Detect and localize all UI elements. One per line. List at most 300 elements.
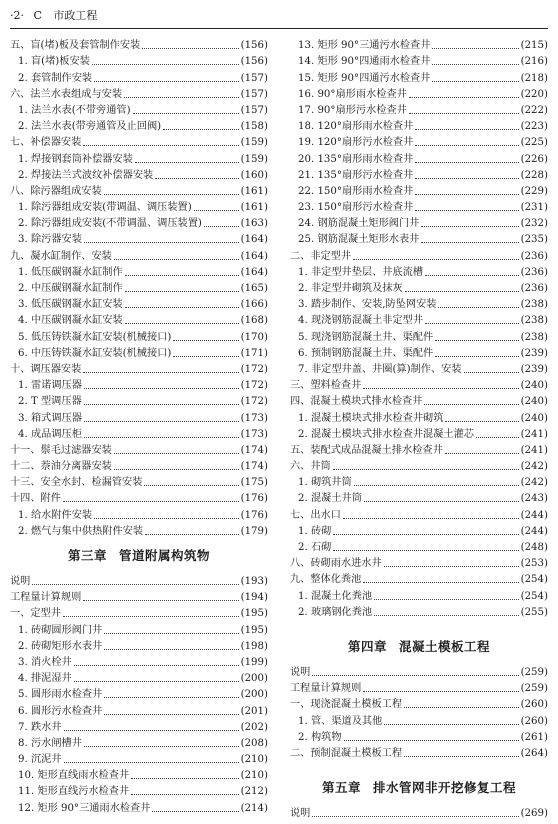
dot-leader — [104, 194, 239, 195]
toc-entry[interactable] — [290, 246, 548, 262]
toc-subentry[interactable] — [290, 408, 548, 424]
chapter-title: 管道附属构筑物 — [119, 547, 211, 563]
toc-entry-title: 2. 砖砌矩形水表井 — [18, 640, 103, 652]
toc-page-number: (156) — [240, 40, 268, 52]
toc-entry[interactable] — [10, 182, 268, 198]
dot-leader — [445, 421, 518, 422]
toc-page-number: (156) — [240, 56, 268, 68]
toc-subentry[interactable] — [290, 586, 548, 602]
section-spacer — [290, 619, 548, 629]
toc-subentry[interactable] — [290, 360, 548, 376]
toc-subentry[interactable] — [10, 68, 268, 84]
toc-entry-title: 14. 矩形 90°四通雨水检查井 — [298, 56, 431, 68]
toc-entry[interactable] — [290, 679, 548, 695]
toc-page-number: (164) — [240, 266, 268, 278]
dot-leader — [415, 145, 518, 146]
toc-page-number: (161) — [240, 185, 268, 197]
toc-page-number: (174) — [240, 444, 268, 456]
dot-leader — [144, 485, 238, 486]
toc-page-number: (238) — [520, 315, 548, 327]
toc-page-number: (255) — [520, 606, 548, 618]
toc-subentry[interactable] — [290, 68, 548, 84]
toc-subentry[interactable] — [290, 295, 548, 311]
toc-subentry[interactable] — [10, 101, 268, 117]
toc-page-number: (218) — [520, 72, 548, 84]
toc-entry[interactable] — [290, 744, 548, 760]
dot-leader — [363, 388, 518, 389]
toc-page-number: (159) — [240, 153, 268, 165]
toc-page-number: (174) — [240, 461, 268, 473]
header-book-title: 市政工程 — [53, 9, 98, 22]
toc-subentry[interactable] — [10, 117, 268, 133]
toc-page-number: (176) — [240, 509, 268, 521]
toc-entry-title: 3. 低压碳钢凝水缸安装 — [18, 299, 123, 311]
dot-leader — [173, 356, 238, 357]
toc-subentry[interactable] — [10, 782, 268, 798]
toc-entry-title: 1. 焊接钢套筒补偿器安装 — [18, 153, 133, 165]
dot-leader — [114, 259, 239, 260]
dot-leader — [152, 811, 238, 812]
toc-subentry[interactable] — [10, 230, 268, 246]
toc-page-number: (238) — [520, 331, 548, 343]
toc-entry[interactable] — [290, 663, 548, 679]
toc-page-number: (199) — [240, 656, 268, 668]
toc-entry[interactable] — [290, 376, 548, 392]
toc-entry-title: 工程量计算规则 — [10, 592, 82, 604]
dot-leader — [333, 469, 519, 470]
toc-page-number: (208) — [240, 737, 268, 749]
toc-page-number: (173) — [240, 428, 268, 440]
toc-entry[interactable] — [10, 604, 268, 620]
toc-subentry[interactable] — [290, 603, 548, 619]
toc-entry-title: 十一、鬃毛过滤器安装 — [10, 444, 112, 456]
toc-entry-title: 12. 矩形 90°三通雨水检查井 — [18, 802, 151, 814]
header-section-letter: C — [33, 9, 42, 22]
toc-entry-title: 24. 钢筋混凝土矩形阀门井 — [298, 218, 420, 230]
dot-leader — [425, 275, 519, 276]
dot-leader — [84, 242, 239, 243]
dot-leader — [312, 816, 518, 817]
toc-subentry[interactable] — [10, 425, 268, 441]
toc-entry[interactable] — [10, 588, 268, 604]
toc-subentry[interactable] — [10, 408, 268, 424]
dot-leader — [464, 372, 519, 373]
toc-entry-title: 1. 法兰水表(不带旁通管) — [18, 104, 131, 116]
dot-leader — [194, 210, 239, 211]
dot-leader — [155, 178, 238, 179]
dot-leader — [83, 372, 238, 373]
toc-subentry[interactable] — [290, 711, 548, 727]
toc-entry-title: 十、调压器安装 — [10, 363, 82, 375]
toc-entry-title: 22. 150°扇形雨水检查井 — [298, 185, 414, 197]
toc-entry-title: 四、混凝土模块式排水检查井 — [290, 396, 423, 408]
toc-subentry[interactable] — [10, 766, 268, 782]
dot-leader — [415, 210, 518, 211]
toc-subentry[interactable] — [10, 637, 268, 653]
toc-page-number: (165) — [240, 283, 268, 294]
toc-subentry[interactable] — [290, 728, 548, 744]
dot-leader — [425, 323, 519, 324]
toc-entry-title: 1. 砖砌 — [298, 525, 332, 537]
toc-entry-title: 2. 中压碳钢凝水缸制作 — [18, 283, 123, 294]
toc-entry[interactable] — [10, 360, 268, 376]
toc-subentry[interactable] — [10, 620, 268, 636]
dot-leader — [435, 340, 518, 341]
toc-page-number: (194) — [240, 592, 268, 604]
toc-subentry[interactable] — [290, 149, 548, 165]
toc-page-number: (159) — [240, 137, 268, 149]
dot-leader — [353, 259, 518, 260]
toc-page-number: (235) — [520, 234, 548, 246]
toc-subentry[interactable] — [10, 198, 268, 214]
dot-leader — [415, 178, 518, 179]
toc-subentry[interactable] — [10, 327, 268, 343]
toc-page-number: (238) — [520, 299, 548, 311]
toc-entry-title: 21. 135°扇形污水检查井 — [298, 169, 414, 181]
toc-page-number: (254) — [520, 590, 548, 602]
toc-entry-title: 1. 低压碳钢凝水缸制作 — [18, 266, 123, 278]
toc-page-number: (164) — [240, 234, 268, 246]
toc-entry-title: 六、井筒 — [290, 461, 331, 473]
toc-page-number: (240) — [520, 380, 548, 392]
toc-page-number: (225) — [520, 137, 548, 149]
toc-subentry[interactable] — [10, 718, 268, 734]
toc-subentry[interactable] — [10, 311, 268, 327]
toc-entry-title: 六、法兰水表组成与安装 — [10, 88, 123, 100]
dot-leader — [312, 675, 518, 676]
toc-subentry[interactable] — [290, 327, 548, 343]
toc-page-number: (158) — [240, 121, 268, 133]
dot-leader — [135, 162, 239, 163]
toc-entry-title: 1. 雷诺调压器 — [18, 380, 82, 392]
toc-entry-title: 8. 污水闸槽井 — [18, 737, 82, 749]
toc-entry-title: 2. T 型调压器 — [18, 396, 82, 408]
dot-leader — [445, 453, 519, 454]
chapter-title: 排水管网非开挖修复工程 — [373, 779, 517, 795]
toc-page-number: (236) — [520, 250, 548, 262]
toc-entry-title: 说明 — [290, 808, 311, 820]
toc-subentry[interactable] — [290, 279, 548, 295]
toc-entry-title: 15. 矩形 90°四通污水检查井 — [298, 72, 431, 84]
toc-page-number: (160) — [240, 169, 268, 181]
toc-entry-title: 一、现浇混凝土模板工程 — [290, 699, 403, 711]
toc-subentry[interactable] — [10, 344, 268, 360]
dot-leader — [363, 582, 518, 583]
toc-entry-title: 2. 石砌 — [298, 542, 332, 553]
toc-entry-title: 4. 中压碳钢凝水缸安装 — [18, 315, 123, 327]
dot-leader — [173, 340, 238, 341]
toc-entry[interactable] — [290, 554, 548, 570]
toc-page-number: (259) — [520, 683, 548, 695]
toc-subentry[interactable] — [10, 214, 268, 230]
toc-entry-title: 11. 矩形直线污水检查井 — [18, 786, 130, 798]
toc-page-number: (176) — [240, 493, 268, 505]
toc-subentry[interactable] — [290, 473, 548, 489]
toc-subentry[interactable] — [290, 85, 548, 101]
toc-entry-title: 4. 现浇钢筋混凝土非定型井 — [298, 315, 424, 327]
toc-page-number: (210) — [240, 770, 268, 782]
header-divider — [10, 28, 548, 29]
toc-subentry[interactable] — [290, 538, 548, 554]
toc-page-number: (239) — [520, 363, 548, 375]
toc-entry-title: 3. 消火栓井 — [18, 656, 72, 668]
dot-leader — [74, 681, 239, 682]
toc-subentry[interactable] — [290, 182, 548, 198]
dot-leader — [133, 113, 239, 114]
dot-leader — [125, 275, 239, 276]
toc-page-number: (195) — [240, 624, 268, 636]
toc-subentry[interactable] — [10, 669, 268, 685]
dot-leader — [92, 64, 239, 65]
toc-page-number: (231) — [520, 202, 548, 214]
toc-page-number: (236) — [520, 283, 548, 294]
dot-leader — [438, 307, 518, 308]
toc-entry-title: 五、装配式成品混凝土排水检查井 — [290, 444, 443, 456]
dot-leader — [384, 724, 518, 725]
toc-subentry[interactable] — [290, 311, 548, 327]
toc-subentry[interactable] — [10, 701, 268, 717]
dot-leader — [409, 97, 519, 98]
toc-entry-title: 2. 构筑物 — [298, 731, 342, 743]
dot-leader — [404, 756, 519, 757]
dot-leader — [435, 356, 518, 357]
toc-entry-title: 1. 砌筑井筒 — [298, 477, 352, 489]
toc-entry-title: 6. 圆形污水检查井 — [18, 705, 103, 717]
toc-subentry[interactable] — [10, 263, 268, 279]
dot-leader — [131, 794, 238, 795]
toc-subentry[interactable] — [10, 750, 268, 766]
toc-subentry[interactable] — [10, 376, 268, 392]
toc-subentry[interactable] — [10, 685, 268, 701]
toc-entry-title: 说明 — [10, 576, 31, 587]
toc-subentry[interactable] — [290, 133, 548, 149]
toc-subentry[interactable] — [290, 425, 548, 441]
dot-leader — [415, 162, 518, 163]
chapter-title: 混凝土模板工程 — [399, 638, 491, 654]
toc-subentry[interactable] — [10, 734, 268, 750]
toc-page-number: (164) — [240, 250, 268, 262]
toc-subentry[interactable] — [290, 489, 548, 505]
toc-page-number: (212) — [240, 786, 268, 798]
toc-page-number: (253) — [520, 558, 548, 570]
dot-leader — [344, 740, 519, 741]
toc-page-number: (243) — [520, 493, 548, 505]
toc-page-number: (201) — [240, 705, 268, 717]
toc-entry-title: 1. 混凝土模块式排水检查井砌筑 — [298, 412, 444, 424]
toc-page-number: (161) — [240, 202, 268, 214]
toc-entry-title: 九、凝水缸制作、安装 — [10, 250, 112, 262]
toc-subentry[interactable] — [290, 166, 548, 182]
dot-leader — [64, 762, 239, 763]
toc-page-number: (220) — [520, 88, 548, 100]
toc-subentry[interactable] — [290, 117, 548, 133]
toc-page-number: (261) — [520, 731, 548, 743]
chapter-heading[interactable] — [290, 770, 548, 804]
toc-entry-title: 5. 圆形雨水检查井 — [18, 689, 103, 701]
toc-subentry[interactable] — [290, 214, 548, 230]
toc-entry-title: 十二、萘油分离器安装 — [10, 461, 112, 473]
toc-entry-title: 三、塑料检查井 — [290, 380, 362, 392]
toc-subentry[interactable] — [290, 101, 548, 117]
toc-page-number: (222) — [520, 104, 548, 116]
toc-page-number: (264) — [520, 747, 548, 759]
toc-subentry[interactable] — [10, 295, 268, 311]
toc-page-number: (215) — [520, 40, 548, 52]
page-header — [10, 6, 548, 26]
dot-leader — [432, 64, 518, 65]
toc-subentry[interactable] — [290, 263, 548, 279]
dot-leader — [94, 81, 239, 82]
dot-leader — [476, 437, 519, 438]
toc-page-number: (157) — [240, 88, 268, 100]
toc-page-number: (241) — [520, 444, 548, 456]
toc-entry[interactable] — [10, 441, 268, 457]
toc-subentry[interactable] — [10, 505, 268, 521]
toc-entry[interactable] — [10, 473, 268, 489]
toc-entry[interactable] — [10, 36, 268, 52]
toc-entry-title: 25. 钢筋混凝土矩形水表井 — [298, 234, 420, 246]
toc-entry-title: 13. 矩形 90°三通污水检查井 — [298, 40, 431, 52]
toc-entry-title: 2. 除污器组成安装(不带调温、调压装置) — [18, 218, 202, 230]
dot-leader — [424, 404, 518, 405]
dot-leader — [404, 707, 519, 708]
toc-entry[interactable] — [290, 505, 548, 521]
dot-leader — [405, 291, 519, 292]
toc-entry-title: 二、非定型井 — [290, 250, 352, 262]
toc-entry-title: 5. 低压铸铁凝水缸安装(机械接口) — [18, 331, 172, 343]
toc-entry[interactable] — [10, 457, 268, 473]
dot-leader — [125, 307, 239, 308]
toc-entry[interactable] — [10, 133, 268, 149]
toc-entry[interactable] — [290, 804, 548, 820]
dot-leader — [84, 746, 239, 747]
toc-entry-title: 3. 除污器安装 — [18, 234, 82, 246]
dot-leader — [204, 226, 239, 227]
toc-page-number: (260) — [520, 699, 548, 711]
toc-subentry[interactable] — [10, 52, 268, 68]
toc-page-number: (172) — [240, 380, 268, 392]
toc-entry-title: 3. 箱式调压器 — [18, 412, 82, 424]
dot-leader — [131, 778, 238, 779]
toc-subentry[interactable] — [290, 522, 548, 538]
toc-page-number: (242) — [520, 461, 548, 473]
toc-page-number: (229) — [520, 185, 548, 197]
dot-leader — [74, 665, 239, 666]
toc-entry[interactable] — [10, 572, 268, 588]
toc-subentry[interactable] — [290, 36, 548, 52]
toc-page-number: (254) — [520, 574, 548, 586]
toc-subentry[interactable] — [10, 522, 268, 538]
toc-entry[interactable] — [290, 392, 548, 408]
toc-entry-title: 1. 盲(堵)板安装 — [18, 56, 90, 68]
toc-entry[interactable] — [10, 85, 268, 101]
toc-entry-title: 2. 混凝土井筒 — [298, 493, 362, 505]
toc-page-number: (216) — [520, 56, 548, 68]
toc-entry[interactable] — [10, 246, 268, 262]
toc-page-number: (172) — [240, 396, 268, 408]
toc-page-number: (210) — [240, 754, 268, 766]
toc-entry-title: 10. 矩形直线雨水检查井 — [18, 770, 130, 782]
dot-leader — [84, 437, 239, 438]
dot-leader — [124, 97, 239, 98]
toc-subentry[interactable] — [10, 798, 268, 814]
dot-leader — [363, 691, 518, 692]
toc-subentry[interactable] — [290, 52, 548, 68]
dot-leader — [64, 730, 239, 731]
toc-entry-title: 1. 给水附件安装 — [18, 509, 93, 521]
toc-entry-title: 九、整体化粪池 — [290, 574, 362, 586]
toc-entry-title: 2. 玻璃钢化粪池 — [298, 606, 373, 618]
toc-entry-title: 1. 管、渠道及其他 — [298, 715, 383, 727]
toc-entry-title: 八、砖砌雨水进水井 — [290, 558, 382, 570]
dot-leader — [83, 145, 238, 146]
toc-page-number: (168) — [240, 315, 268, 327]
toc-entry-title: 16. 90°扇形雨水检查井 — [298, 88, 407, 100]
toc-entry-title: 1. 非定型井垫层、井底流槽 — [298, 266, 424, 278]
toc-entry[interactable] — [290, 570, 548, 586]
toc-entry-title: 17. 90°扇形污水检查井 — [298, 104, 407, 116]
toc-subentry[interactable] — [290, 230, 548, 246]
toc-page-number: (240) — [520, 396, 548, 408]
dot-leader — [84, 404, 239, 405]
toc-subentry[interactable] — [290, 344, 548, 360]
dot-leader — [421, 226, 518, 227]
toc-entry[interactable] — [290, 457, 548, 473]
toc-page-number: (200) — [240, 673, 268, 685]
toc-entry[interactable] — [290, 441, 548, 457]
toc-left-column — [10, 36, 268, 815]
toc-entry-title: 6. 预制钢筋混凝土井、渠配件 — [298, 347, 434, 359]
dot-leader — [142, 48, 238, 49]
toc-page-number: (173) — [240, 412, 268, 424]
dot-leader — [104, 697, 238, 698]
header-page-number: ·2· — [10, 9, 24, 22]
toc-subentry[interactable] — [10, 279, 268, 295]
toc-entry-title: 7. 非定型井盖、井圈(算)制作、安装 — [298, 363, 462, 375]
toc-entry-title: 9. 沉泥井 — [18, 754, 62, 766]
chapter-number: 第五章 — [321, 779, 361, 795]
toc-subentry[interactable] — [10, 149, 268, 165]
dot-leader — [163, 129, 238, 130]
toc-page-number: (157) — [240, 72, 268, 84]
dot-leader — [333, 534, 518, 535]
toc-entry-title: 八、除污器组成安装 — [10, 185, 102, 197]
toc-entry-title: 工程量计算规则 — [290, 683, 362, 695]
toc-entry[interactable] — [10, 489, 268, 505]
toc-subentry[interactable] — [10, 653, 268, 669]
toc-entry-title: 2. 非定型井砌筑及抹灰 — [298, 283, 403, 294]
dot-leader — [432, 48, 518, 49]
toc-page-number: (166) — [240, 299, 268, 311]
toc-page-number: (239) — [520, 347, 548, 359]
dot-leader — [432, 81, 518, 82]
toc-page-number: (202) — [240, 721, 268, 733]
dot-leader — [364, 501, 519, 502]
toc-subentry[interactable] — [290, 198, 548, 214]
dot-leader — [415, 194, 518, 195]
toc-entry-title: 七、出水口 — [290, 509, 341, 521]
toc-entry[interactable] — [290, 695, 548, 711]
toc-entry-title: 5. 现浇钢筋混凝土井、渠配件 — [298, 331, 434, 343]
dot-leader — [374, 615, 519, 616]
toc-entry-title: 十三、安全水封、检漏管安装 — [10, 477, 143, 489]
dot-leader — [84, 388, 239, 389]
section-spacer — [290, 760, 548, 770]
toc-subentry[interactable] — [10, 392, 268, 408]
chapter-heading[interactable] — [290, 629, 548, 663]
toc-subentry[interactable] — [10, 166, 268, 182]
chapter-heading[interactable] — [10, 538, 268, 572]
